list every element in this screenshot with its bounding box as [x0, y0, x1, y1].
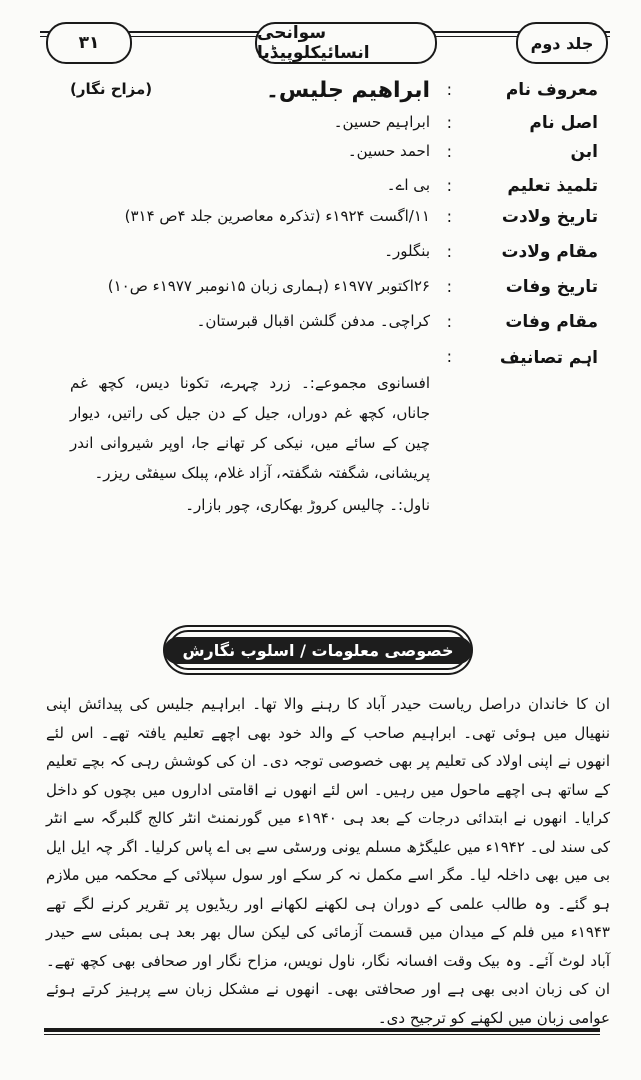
colon: :	[446, 312, 452, 331]
footer-rule-thin	[44, 1034, 600, 1035]
biography-info-table	[70, 78, 598, 514]
info-label: مقام وفات	[505, 312, 598, 332]
body-paragraph: ان کا خاندان دراصل ریاست حیدر آباد کا رہنے والا تھا۔ ابراہیم جلیس کی پیدائش اپنی ننھیال میں ہوئی تھی۔ ابراہیم صاحب کے والد خود بھی اچھے تعلیم یافتہ تھے۔ اس لئے انھوں نے اپنی اولاد کی تعلیم پر بھی خصوصی توجہ دی۔ ان کی کوشش رہی کہ بچے تعلیم کے ساتھ ہی اچھے ماحول میں رہیں۔ اس لئے انھوں نے اقامتی اداروں میں بچوں کو داخل کرایا۔ انھوں نے ابتدائی درجات کے بعد ہی ۱۹۴۰ء میں گورنمنٹ انٹر کالج گلبرگہ سے انٹر کی سند لی۔ ۱۹۴۲ء میں علیگڑھ مسلم یونی ورسٹی سے بی اے پاس کرلیا۔ اگر چہ ایل ایل بی میں بھی داخلہ لیا۔ مگر اسے مکمل نہ کر سکے اور سول سپلائی کے محکمہ میں ملازم ہو گئے۔ وہ طالب علمی کے دوران ہی لکھنے لکھانے اور ریڈیوں پر تقریر کرنے لگے تھے ۱۹۴۳ء میں فلم کے میدان میں قسمت آزمائی کی لیکن سال بھر بعد ہی بمبئی سے حیدر آباد لوٹ آئے۔ وہ بیک وقت افسانہ نگار، ناول نویس، مزاح نگار اور صحافی بھی کچھ تھے۔ ان کی زبان ادبی بھی ہے اور صحافتی بھی۔ انھوں نے مشکل زبان سے پرہیز کرتے ہوئے عوامی زبان میں لکھنے کو ترجیح دی۔	[46, 695, 610, 1027]
colon: :	[446, 142, 452, 161]
info-value: بنگلور۔	[384, 242, 430, 260]
footer-rule	[44, 1028, 600, 1032]
page-header	[40, 22, 610, 66]
info-row-birth-date	[70, 207, 598, 242]
colon: :	[446, 242, 452, 261]
info-value: ۱۱/اگست ۱۹۲۴ء (تذکرہ معاصرین جلد ۴ص ۳۱۴)	[124, 207, 430, 225]
volume-label: جلد دوم	[516, 22, 608, 64]
colon: :	[446, 80, 452, 99]
colon: :	[446, 113, 452, 132]
novels: ناول:۔ چالیس کروڑ بھکاری، چور بازار۔	[185, 496, 430, 514]
works-list	[70, 368, 430, 520]
page-number: ۳۱	[46, 22, 132, 64]
info-row-death-place	[70, 312, 598, 347]
info-label: تلمیذ تعلیم	[507, 176, 598, 196]
book-title: سوانحی انسائیکلوپیڈیا	[255, 22, 437, 64]
colon: :	[446, 207, 452, 226]
info-row-real-name	[70, 113, 598, 142]
info-value: ابراھیم جلیس۔	[266, 78, 430, 103]
colon: :	[446, 347, 452, 366]
info-label: اصل نام	[529, 113, 598, 133]
section-heading-box	[168, 630, 468, 670]
info-value: ۲۶اکتوبر ۱۹۷۷ء (ہماری زبان ۱۵نومبر ۱۹۷۷ء ص۱۰)	[107, 277, 430, 295]
colon: :	[446, 277, 452, 296]
info-row-education	[70, 176, 598, 207]
profession-note: (مزاح نگار)	[70, 80, 153, 98]
info-row-death-date	[70, 277, 598, 312]
info-label: تاریخ ولادت	[501, 207, 598, 227]
info-label: مقام ولادت	[501, 242, 598, 262]
info-label: ابن	[570, 142, 598, 162]
section-heading: خصوصی معلومات / اسلوب نگارش	[164, 637, 471, 664]
info-value: بی اے۔	[386, 176, 430, 194]
info-label: اہم تصانیف	[499, 348, 598, 368]
info-value: کراچی۔ مدفن گلشن اقبال قبرستان۔	[196, 312, 430, 330]
info-label: تاریخ وفات	[505, 277, 598, 297]
info-row-known-name	[70, 80, 598, 113]
info-value: احمد حسین۔	[347, 142, 430, 160]
colon: :	[446, 176, 452, 195]
info-row-father	[70, 142, 598, 176]
info-row-birth-place	[70, 242, 598, 277]
info-label: معروف نام	[505, 80, 598, 100]
story-collections: افسانوی مجموعے:۔ زرد چہرے، تکونا دیس، کچھ غم جاناں، کچھ غم دوراں، جیل کے دن جیل کی راتیں، دیوار چین کے سائے میں، نیکی کر تھانے جا، اوپر شیروانی اندر پریشانی، شگفتہ شگفتہ، آزاد غلام، پبلک سیفٹی ریزر۔	[70, 374, 430, 482]
info-value: ابراہیم حسین۔	[333, 113, 430, 131]
